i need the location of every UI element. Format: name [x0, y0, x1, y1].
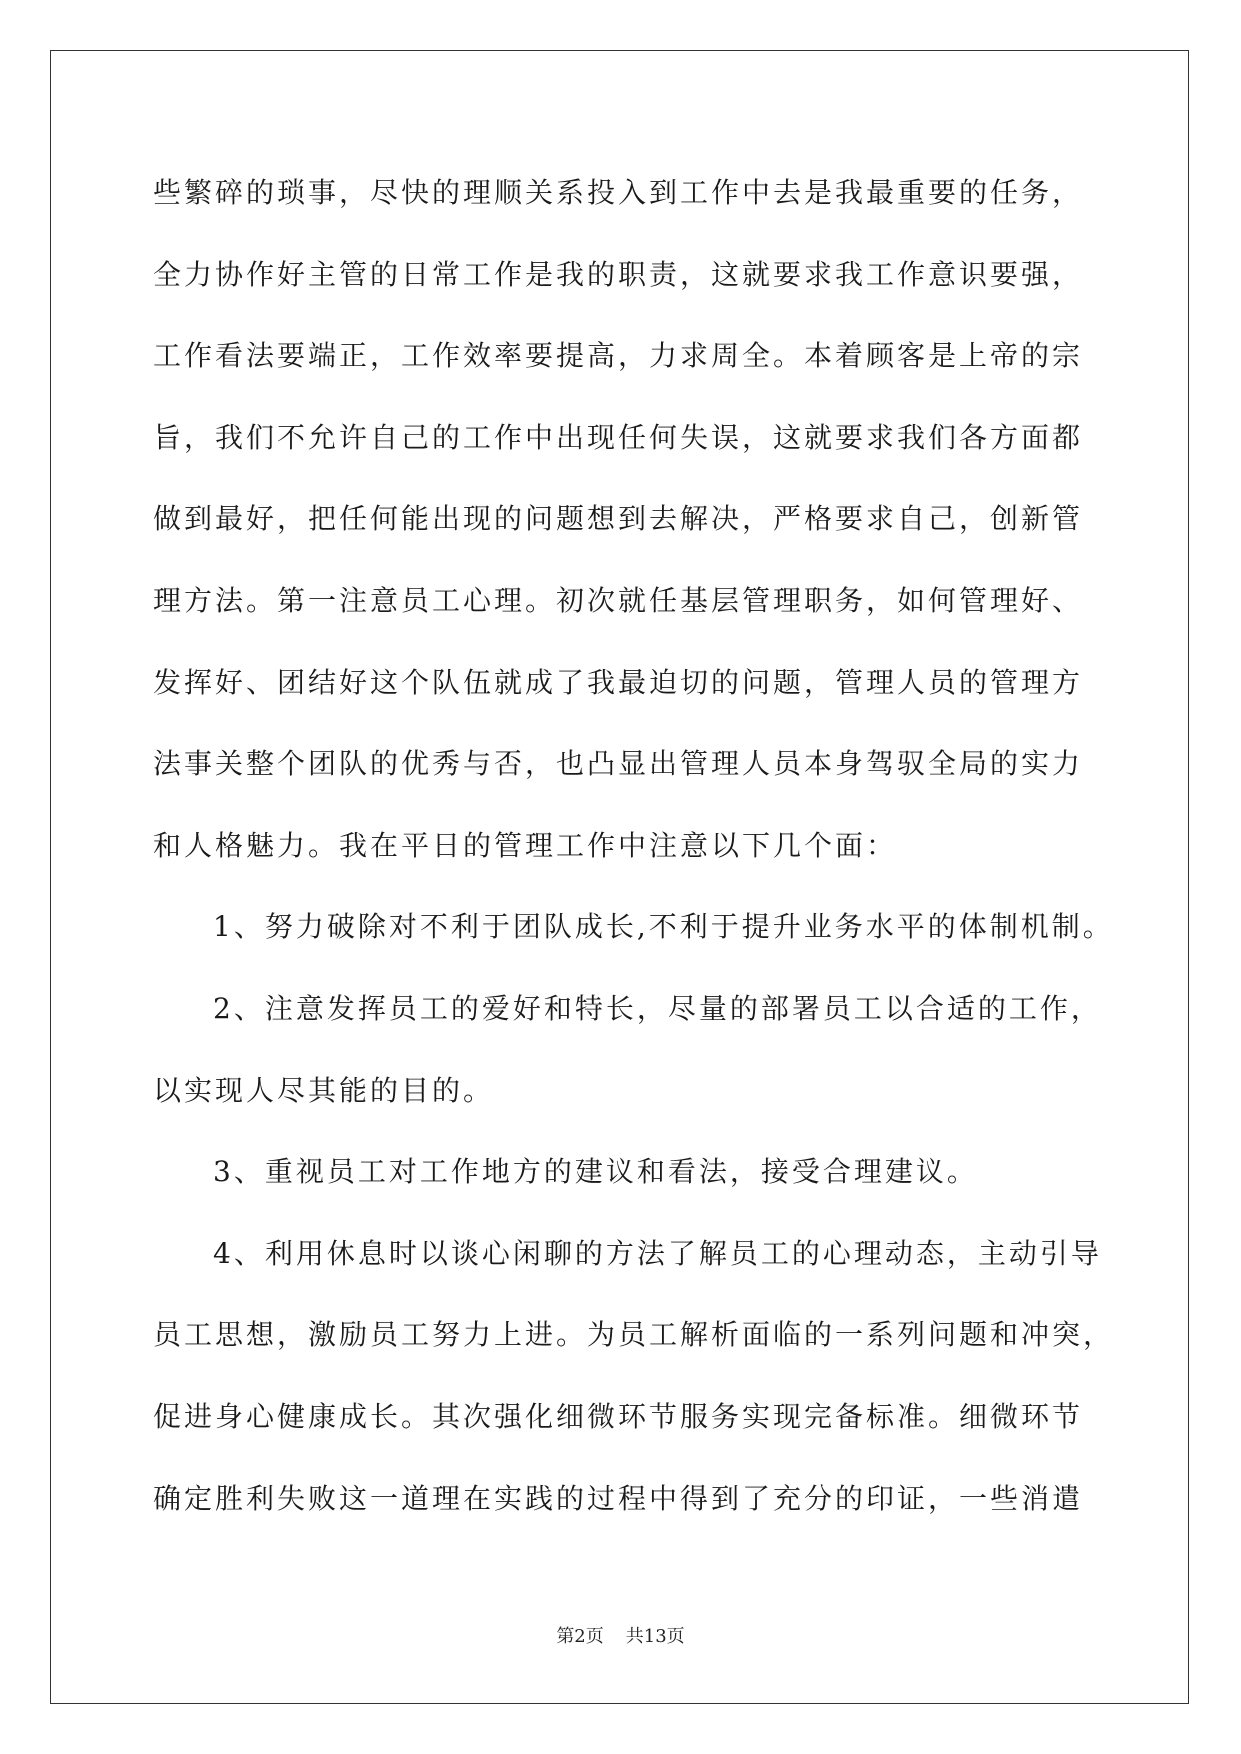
text-line: 工作看法要端正，工作效率要提高，力求周全。本着顾客是上帝的宗	[153, 339, 1084, 373]
text-line: 员工思想，激励员工努力上进。为员工解析面临的一系列问题和冲突，	[153, 1318, 1115, 1352]
list-item-2: 2、注意发挥员工的爱好和特长，尽量的部署员工以合适的工作，	[213, 991, 1102, 1025]
text-line: 确定胜利失败这一道理在实践的过程中得到了充分的印证，一些消遣	[153, 1481, 1084, 1515]
page-total: 共13页	[625, 1626, 685, 1647]
text-line: 法事关整个团队的优秀与否，也凸显出管理人员本身驾驭全局的实力	[153, 747, 1084, 781]
text-line: 和人格魅力。我在平日的管理工作中注意以下几个面：	[153, 828, 898, 862]
text-line: 些繁碎的琐事，尽快的理顺关系投入到工作中去是我最重要的任务，	[153, 176, 1084, 209]
text-line: 理方法。第一注意员工心理。初次就任基层管理职务，如何管理好、	[153, 583, 1084, 617]
text-line: 做到最好，把任何能出现的问题想到去解决，严格要求自己，创新管	[153, 502, 1084, 536]
text-line: 旨，我们不允许自己的工作中出现任何失误，这就要求我们各方面都	[153, 420, 1084, 454]
text-line: 促进身心健康成长。其次强化细微环节服务实现完备标准。细微环节	[153, 1399, 1084, 1433]
text-line: 全力协作好主管的日常工作是我的职责，这就要求我工作意识要强，	[153, 257, 1084, 291]
list-item-3: 3、重视员工对工作地方的建议和看法，接受合理建议。	[213, 1155, 978, 1189]
list-item-4: 4、利用休息时以谈心闲聊的方法了解员工的心理动态，主动引导	[213, 1236, 1102, 1270]
text-line: 以实现人尽其能的目的。	[153, 1073, 495, 1107]
page-footer	[0, 1622, 1241, 1648]
page-number: 第2页	[556, 1626, 604, 1647]
list-item-1: 1、努力破除对不利于团队成长,不利于提升业务水平的体制机制。	[213, 910, 1114, 944]
document-body	[153, 166, 1115, 1553]
text-line: 发挥好、团结好这个队伍就成了我最迫切的问题，管理人员的管理方	[153, 665, 1084, 699]
